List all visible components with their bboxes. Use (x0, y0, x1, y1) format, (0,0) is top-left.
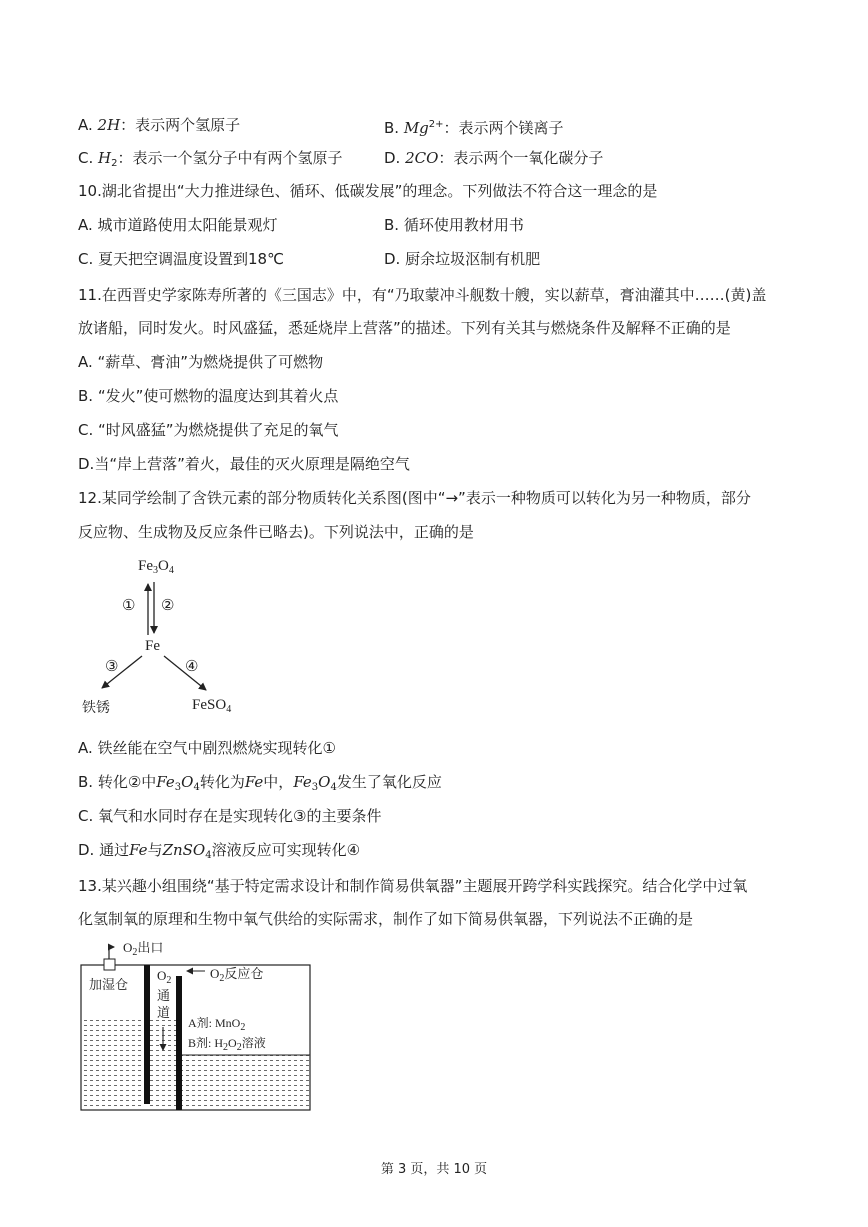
fe3o4-label: $Fe_3O_4$ (138, 558, 174, 576)
q11-stem-line2: 放诸船，同时发火。时风盛猛，悉延烧岸上营落”的描述。下列有关其与燃烧条件及解释不正确的是 (78, 319, 731, 337)
page-footer: 第 3 页，共 10 页 (380, 1162, 488, 1177)
label-circle-2: ② (161, 598, 175, 614)
label-circle-3: ③ (105, 659, 119, 675)
q9-b-formula: Mg (403, 119, 429, 137)
channel-char-2: 道 (157, 1006, 171, 1021)
q9-option-c: C. $H_2$：表示一个氢分子中有两个氢原子 (78, 149, 343, 169)
label-circle-1: ① (122, 598, 136, 614)
oxygen-outlet-valve (104, 959, 115, 970)
q10-stem: 10.湖北省提出“大力推进绿色、循环、低碳发展”的理念。下列做法不符合这一理念的是 (78, 182, 658, 200)
q10-option-c: C. 夏天把空调温度设置到18℃ (78, 250, 284, 268)
q10-option-d: D. 厨余垃圾沤制有机肥 (384, 250, 541, 268)
q12-option-b: B. 转化②中$Fe_3O_4$转化为Fe中，$Fe_3O_4$发生了氧化反应 (78, 773, 442, 793)
q12-stem-line1: 12.某同学绘制了含铁元素的部分物质转化关系图(图中“→”表示一种物质可以转化为另一种物质，部分 (78, 489, 751, 507)
right-partition (176, 976, 182, 1110)
q9-d-formula: 2CO (405, 149, 439, 167)
oxygen-generator-diagram (78, 938, 318, 1113)
q11-option-c: C. “时风盛猛”为燃烧提供了充足的氧气 (78, 421, 339, 439)
channel-char-1: 通 (157, 989, 171, 1004)
q12-stem-line2: 反应物、生成物及反应条件已略去)。下列说法中，正确的是 (78, 523, 474, 541)
q9-option-a: A. 2H：表示两个氢原子 (78, 116, 241, 134)
agent-b-label: B剂: $H_2O_2$溶液 (188, 1036, 266, 1053)
iron-diagram-arrows (80, 552, 280, 727)
q12-option-a: A. 铁丝能在空气中剧烈燃烧实现转化① (78, 739, 336, 757)
q9-c-sub: 2 (111, 158, 118, 169)
oxygen-outlet-label: $O_2$出口 (123, 940, 164, 958)
q10-option-b: B. 循环使用教材用书 (384, 216, 524, 234)
q12-option-d: D. 通过Fe与ZnSO$_4$溶液反应可实现转化④ (78, 841, 361, 861)
agent-a-label: A剂: MnO$_2$ (188, 1016, 246, 1033)
channel-o2-label: $O_2$ (157, 968, 172, 986)
q9-c-text: ：表示一个氢分子中有两个氢原子 (117, 149, 343, 167)
rust-label: 铁锈 (82, 700, 110, 716)
iron-conversion-diagram (80, 552, 280, 727)
q9-a-text: ：表示两个氢原子 (120, 116, 241, 134)
q11-option-b: B. “发火”使可燃物的温度达到其着火点 (78, 387, 339, 405)
left-partition (144, 965, 150, 1104)
q9-b-text: ：表示两个镁离子 (443, 119, 564, 137)
q13-stem-line1: 13.某兴趣小组围绕“基于特定需求设计和制作简易供氧器”主题展开跨学科实践探究。结合化学中过氧 (78, 877, 748, 895)
reactor-liquid (182, 1055, 309, 1109)
q9-b-charge: 2+ (428, 119, 444, 130)
q9-a-formula: 2H (97, 116, 121, 134)
reactor-label: $O_2$反应仓 (210, 966, 264, 984)
humidifier-water (82, 1020, 144, 1109)
q12-option-c: C. 氧气和水同时存在是实现转化③的主要条件 (78, 807, 382, 825)
q10-option-a: A. 城市道路使用太阳能景观灯 (78, 216, 278, 234)
q9-d-text: ：表示两个一氧化碳分子 (438, 149, 604, 167)
humidifier-label: 加湿仓 (89, 978, 129, 993)
q11-option-a: A. “薪草、膏油”为燃烧提供了可燃物 (78, 353, 324, 371)
q9-c-formula: H (98, 149, 112, 167)
q11-stem-line1: 11.在西晋史学家陈寿所著的《三国志》中，有“乃取蒙冲斗舰数十艘，实以薪草，膏油灌其中……(黄)盖 (78, 286, 767, 304)
fe-center-label: Fe (145, 638, 160, 654)
q9-option-d: D. 2CO：表示两个一氧化碳分子 (384, 149, 604, 167)
q9-option-b: B. $Mg^{2+}$：表示两个镁离子 (384, 119, 564, 137)
feso4-label: FeSO$_4$ (192, 697, 232, 715)
q11-option-d: D.当“岸上营落”着火，最佳的灭火原理是隔绝空气 (78, 455, 410, 473)
label-circle-4: ④ (185, 659, 199, 675)
q13-stem-line2: 化氢制氧的原理和生物中氧气供给的实际需求，制作了如下简易供氧器，下列说法不正确的是 (78, 910, 694, 928)
